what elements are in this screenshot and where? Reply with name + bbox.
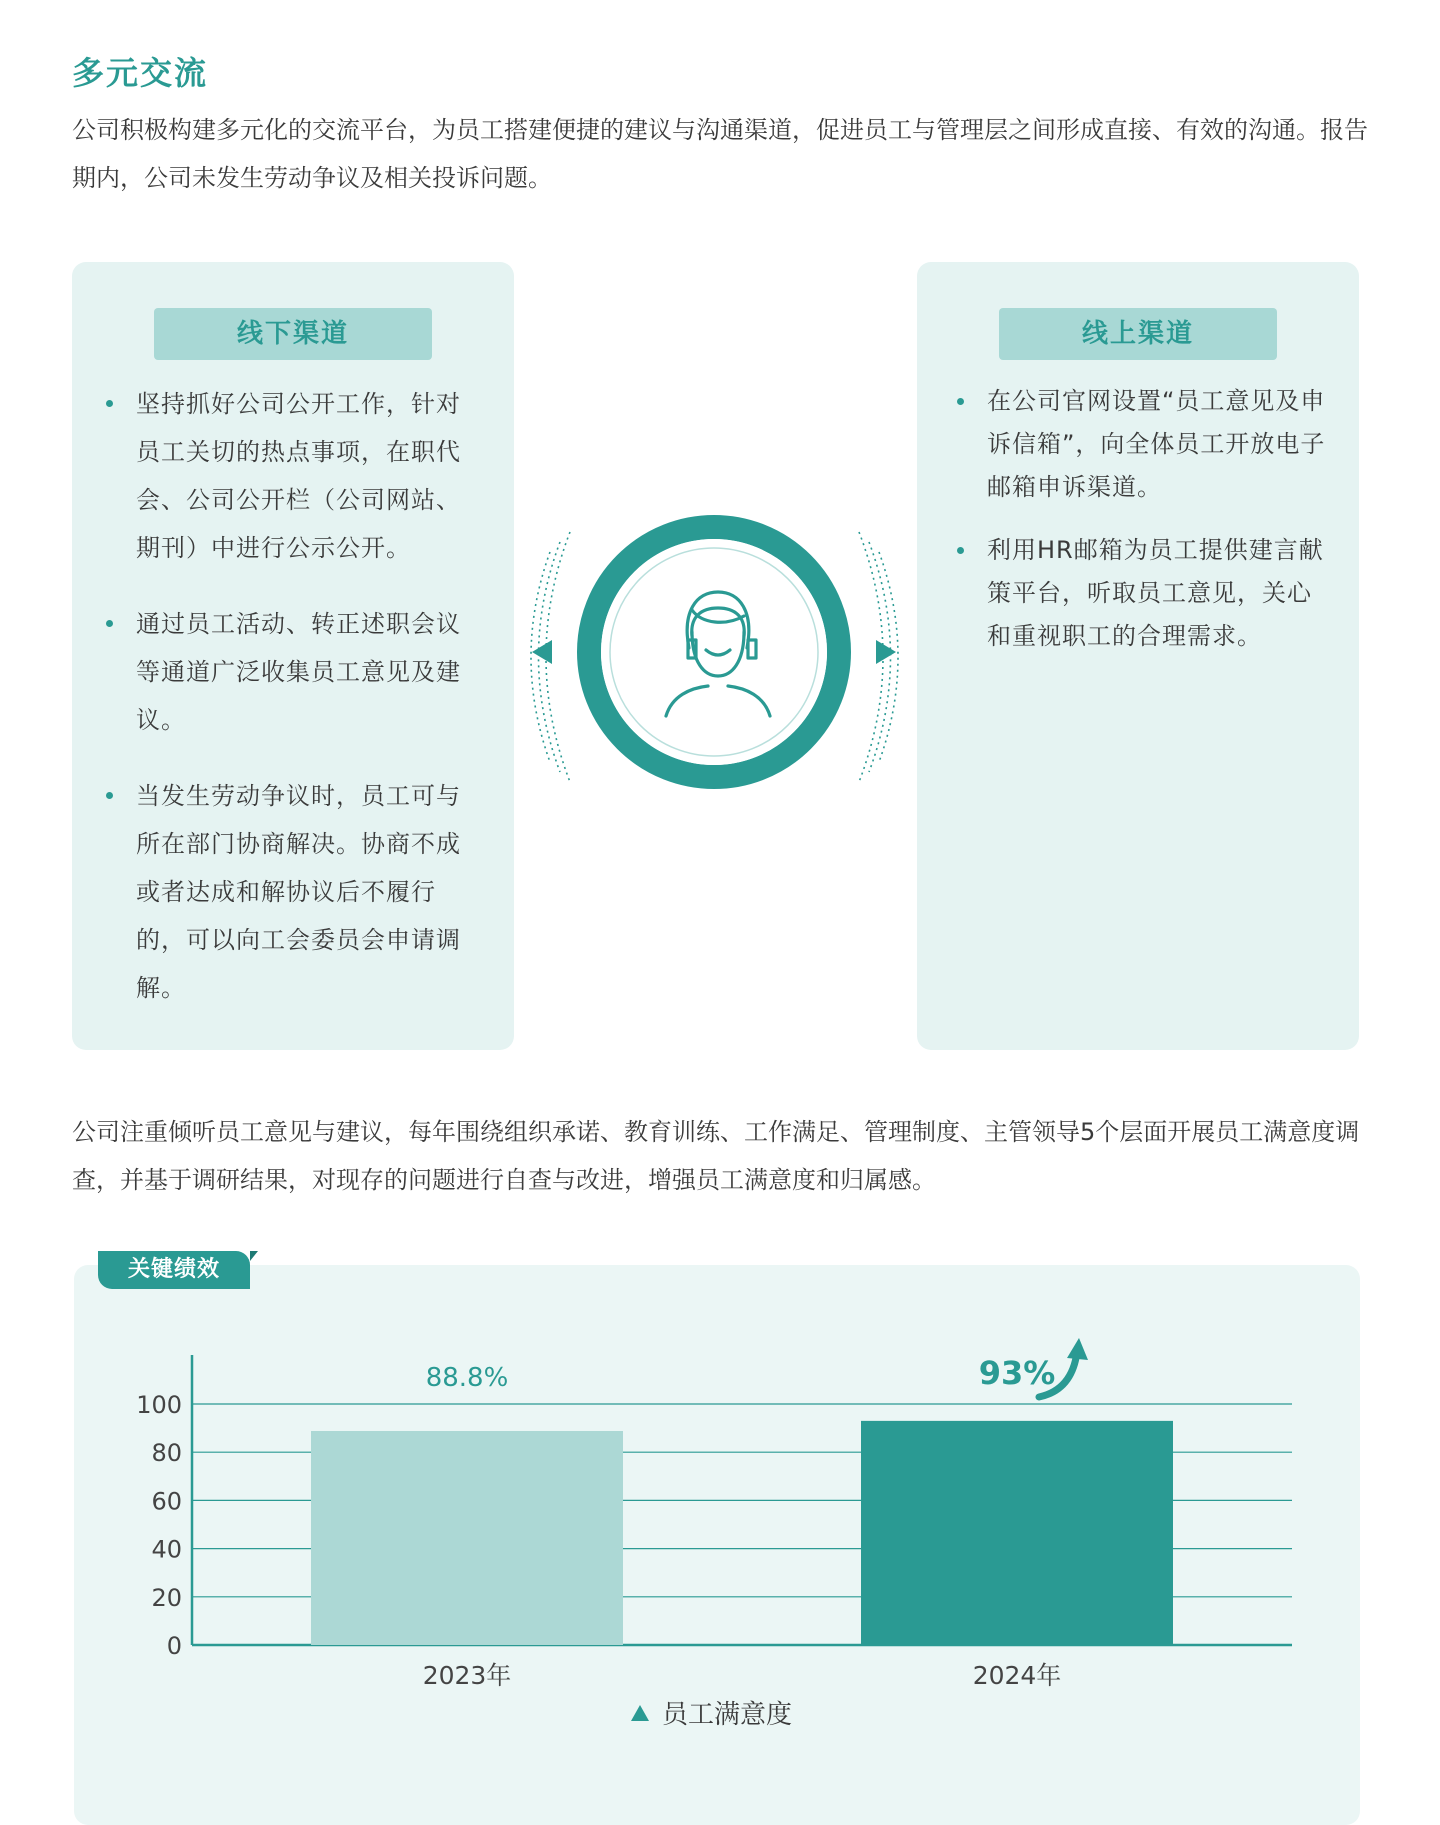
legend-label: 员工满意度: [662, 1700, 793, 1730]
list-item-text: 通过员工活动、转正述职会议等通道广泛收集员工意见及建议。: [136, 610, 461, 734]
y-tick-label: 80: [151, 1439, 182, 1468]
list-item-text: 当发生劳动争议时，员工可与所在部门协商解决。协商不成或者达成和解协议后不履行的，可以向工会委员会申请调解。: [136, 782, 461, 1002]
list-item-text: 利用HR邮箱为员工提供建言献策平台，听取员工意见，关心和重视职工的合理需求。: [987, 536, 1324, 650]
offline-channel-title: 线下渠道: [154, 308, 432, 360]
trend-arrow-head-icon: [1067, 1338, 1088, 1360]
y-tick-label: 0: [166, 1632, 182, 1660]
y-tick-label: 40: [151, 1535, 182, 1564]
survey-paragraph: 公司注重倾听员工意见与建议，每年围绕组织承诺、教育训练、工作满足、管理制度、主管领导5个层面开展员工满意度调查，并基于调研结果，对现存的问题进行自查与改进，增强员工满意度和归属感。: [72, 1118, 1360, 1194]
section-title: 多元交流: [72, 54, 209, 92]
bar-2024年: [861, 1421, 1173, 1645]
y-tick-label: 100: [136, 1391, 182, 1419]
list-item-text: 在公司官网设置“员工意见及申诉信箱”，向全体员工开放电子邮箱申诉渠道。: [987, 387, 1326, 501]
x-tick-label: 2024年: [972, 1661, 1062, 1690]
intro-paragraph: 公司积极构建多元化的交流平台，为员工搭建便捷的建议与沟通渠道，促进员工与管理层之间形成直接、有效的沟通。报告期内，公司未发生劳动争议及相关投诉问题。: [72, 116, 1368, 192]
bar-2023年: [311, 1431, 623, 1645]
legend-triangle-icon: [631, 1705, 649, 1721]
list-item-text: 坚持抓好公司公开工作，针对员工关切的热点事项，在职代会、公司公开栏（公司网站、期刊）中进行公示公开。: [136, 390, 461, 562]
data-label: 88.8%: [425, 1363, 509, 1393]
y-tick-label: 60: [151, 1487, 182, 1516]
kpi-tab: 关键绩效: [98, 1251, 250, 1289]
x-tick-label: 2023年: [422, 1661, 512, 1690]
data-label: 93%: [978, 1354, 1056, 1392]
online-channel-title: 线上渠道: [999, 308, 1277, 360]
y-tick-label: 20: [151, 1583, 182, 1612]
